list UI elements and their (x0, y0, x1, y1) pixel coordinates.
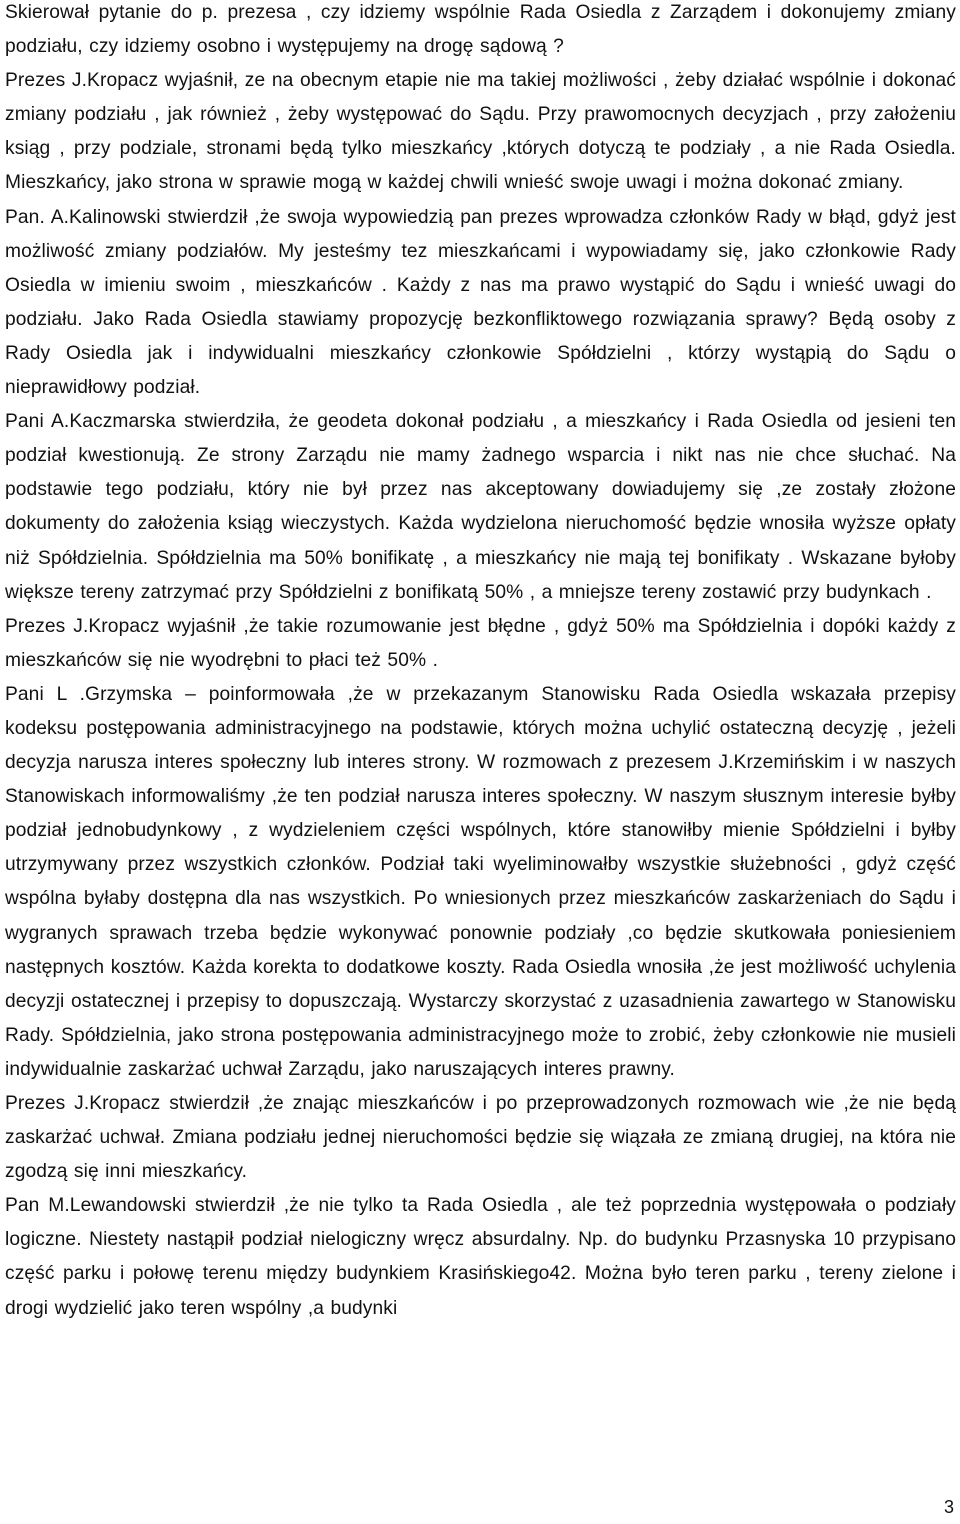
page-number: 3 (943, 1497, 954, 1517)
paragraph: Pani L .Grzymska – poinformowała ,że w przekazanym Stanowisku Rada Osiedla wskazała przepisy kodeksu postępowania administracyjnego na podstawie, których można uchylić ostateczną decyzję , jeżeli decyzja narusza interes społeczny lub interes strony. W rozmowach z prezesem J.Krzemińskim i w naszych Stanowiskach informowaliśmy ,że ten podział narusza interes społeczny. W naszym słusznym interesie byłby podział jednobudynkowy , z wydzieleniem części wspólnych, które stanowiłby mienie Spółdzielni i byłby utrzymywany przez wszystkich członków. Podział taki wyeliminowałby wszystkie służebności , gdyż część wspólna byłaby dostępna dla nas wszystkich. Po wniesionych przez mieszkańców zaskarżeniach do Sądu i wygranych sprawach trzeba będzie wykonywać ponownie podziały ,co będzie skutkowała poniesieniem następnych kosztów. Każda korekta to dodatkowe koszty. Rada Osiedla wnosiła ,że jest możliwość uchylenia decyzji ostatecznej i przepisy to dopuszczają. Wystarczy skorzystać z uzasadnienia zawartego w Stanowisku Rady. Spółdzielnia, jako strona postępowania administracyjnego może to zrobić, żeby członkowie nie musieli indywidualnie zaskarżać uchwał Zarządu, jako naruszających interes prawny. (5, 683, 956, 1080)
paragraph: Prezes J.Kropacz wyjaśnił ,że takie rozumowanie jest błędne , gdyż 50% ma Spółdzielnia i dopóki każdy z mieszkańców się nie wyodrębni to płaci też 50% . (5, 615, 956, 671)
paragraph: Pani A.Kaczmarska stwierdziła, że geodeta dokonał podziału , a mieszkańcy i Rada Osiedla od jesieni ten podział kwestionują. Ze strony Zarządu nie mamy żadnego wsparcia i nikt nas nie chce słuchać. Na podstawie tego podziału, który nie był przez nas akceptowany dowiadujemy się ,ze zostały złożone dokumenty do założenia ksiąg wieczystych. Każda wydzielona nieruchomość będzie wnosiła wyższe opłaty niż Spółdzielnia. Spółdzielnia ma 50% bonifikatę , a mieszkańcy nie mają tej bonifikaty . Wskazane byłoby większe tereny zatrzymać przy Spółdzielni z bonifikatą 50% , a mniejsze tereny zostawić przy budynkach . (5, 411, 956, 603)
paragraph: Prezes J.Kropacz wyjaśnił, ze na obecnym etapie nie ma takiej możliwości , żeby działać wspólnie i dokonać zmiany podziału , jak również , żeby występować do Sądu. Przy prawomocnych decyzjach , przy założeniu ksiąg , przy podziale, stronami będą tylko mieszkańcy ,których dotyczą te podziały , a nie Rada Osiedla. Mieszkańcy, jako strona w sprawie mogą w każdej chwili wnieść swoje uwagi i można dokonać zmiany. (5, 70, 956, 194)
paragraph: Pan M.Lewandowski stwierdził ,że nie tylko ta Rada Osiedla , ale też poprzednia występowała o podziały logiczne. Niestety nastąpił podział nielogiczny wręcz absurdalny. Np. do budynku Przasnyska 10 przypisano część parku i połowę terenu między budynkiem Krasińskiego42. Można było teren parku , tereny zielone i drogi wydzielić jako teren wspólny ,a budynki (5, 1195, 956, 1319)
paragraph: Pan. A.Kalinowski stwierdził ,że swoja wypowiedzią pan prezes wprowadza członków Rady w błąd, gdyż jest możliwość zmiany podziałów. My jesteśmy tez mieszkańcami i wypowiadamy się, jako członkowie Rady Osiedla w imieniu swoim , mieszkańców . Każdy z nas ma prawo wystąpić do Sądu i wnieść uwagi do podziału. Jako Rada Osiedla stawiamy propozycję bezkonfliktowego rozwiązania sprawy? Będą osoby z Rady Osiedla jak i indywidualni mieszkańcy członkowie Spółdzielni , którzy wystąpią do Sądu o nieprawidłowy podział. (5, 206, 956, 399)
paragraph: Prezes J.Kropacz stwierdził ,że znając mieszkańców i po przeprowadzonych rozmowach wie ,że nie będą zaskarżać uchwał. Zmiana podziału jednej nieruchomości będzie się wiązała ze zmianą drugiej, na która nie zgodzą się inni mieszkańcy. (5, 1093, 956, 1183)
paragraph: Skierował pytanie do p. prezesa , czy idziemy wspólnie Rada Osiedla z Zarządem i dokonujemy zmiany podziału, czy idziemy osobno i występujemy na drogę sądową ? (5, 2, 956, 58)
